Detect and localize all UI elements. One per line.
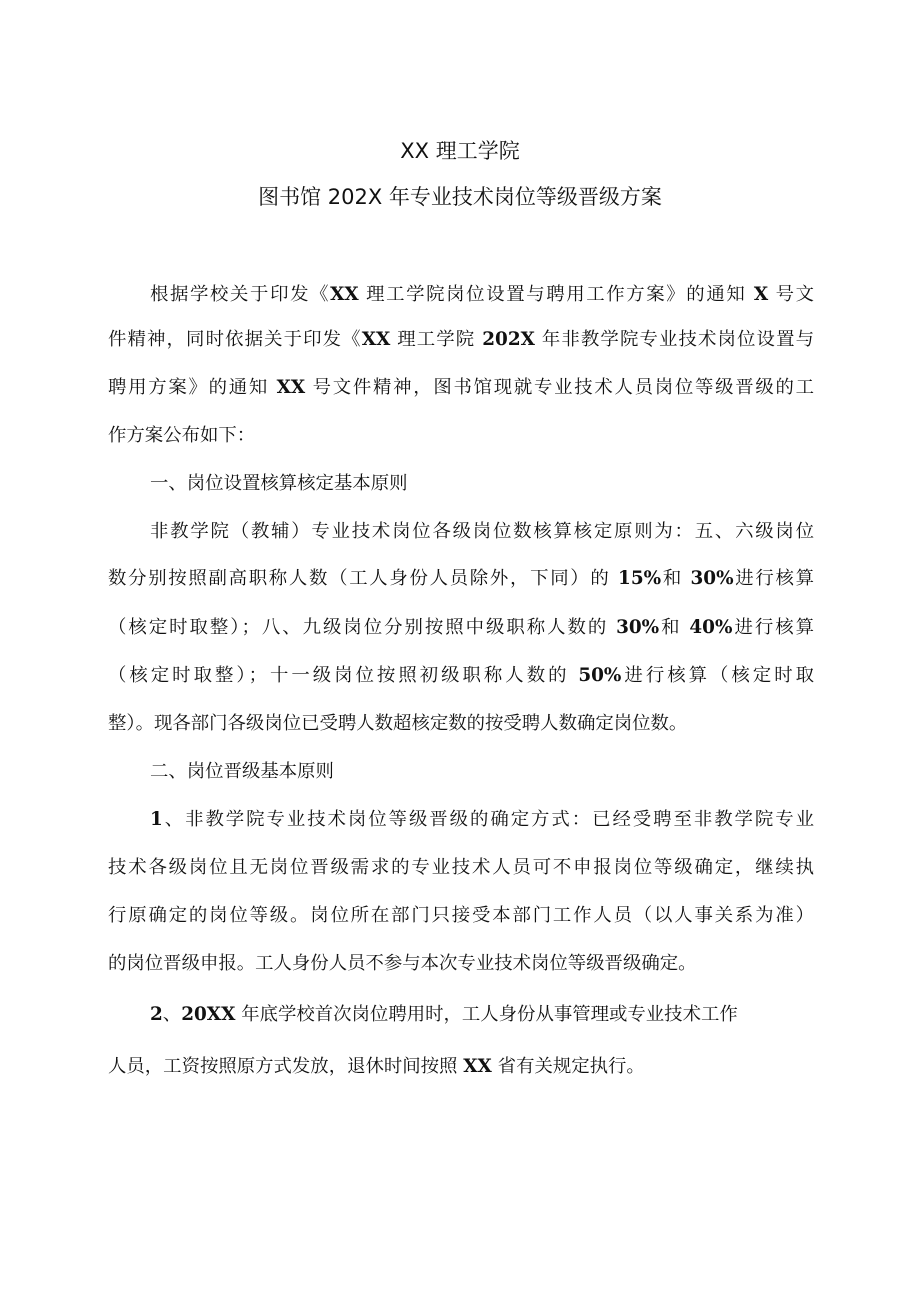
text-run: （核定时取整）；十一级岗位按照初级职称人数的 [108, 665, 579, 686]
bold-run: 40% [689, 617, 733, 638]
section1-heading: 一、岗位设置核算核定基本原则 [150, 473, 408, 494]
bold-run: 30% [690, 568, 734, 589]
text-run: 进行核算（核定时取 [621, 665, 814, 686]
bold-run: 2 [150, 1004, 163, 1025]
text-run: 、 [162, 1004, 182, 1025]
section2-item2-line1 [150, 1000, 776, 1030]
document-title-line1: XX 理工学院 [400, 139, 520, 163]
text-run: 号文件精神，图书馆现就专业技术人员岗位等级晋级的工 [305, 377, 814, 398]
bold-run: 20XX [181, 1004, 236, 1025]
text-run: 作方案公布如下： [108, 425, 256, 446]
text-run: 理工学院岗位设置与聘用工作方案》的通知 [358, 284, 754, 305]
section1-line1 [150, 517, 814, 547]
text-run: 、非教学院专业技术岗位等级晋级的确定方式：已经受聘至非教学院专业 [162, 809, 814, 830]
text-run: 的岗位晋级申报。工人身份人员不参与本次专业技术岗位等级晋级确定。 [108, 953, 697, 974]
bold-run: XX [276, 377, 306, 398]
text-run: 聘用方案》的通知 [108, 377, 277, 398]
text-run: 行原确定的岗位等级。岗位所在部门只接受本部门工作人员（以人事关系为准） [108, 905, 814, 926]
paragraph1-line2 [108, 325, 814, 355]
text-run: 技术各级岗位且无岗位晋级需求的专业技术人员可不申报岗位等级确定，继续执 [108, 857, 814, 878]
text-run: 人员，工资按照原方式发放，退休时间按照 [108, 1056, 464, 1077]
paragraph1-line1 [150, 280, 814, 310]
text-run: 年非教学院专业技术岗位设置与 [534, 329, 814, 350]
text-run: 和 [659, 617, 690, 638]
text-run: 年底学校首次岗位聘用时，工人身份从事管理或专业技术工作 [235, 1004, 738, 1025]
text-run: 进行核算 [732, 617, 814, 638]
text-run: 非教学院（教辅）专业技术岗位各级岗位数核算核定原则为：五、六级岗位 [150, 521, 814, 542]
text-run: 数分别按照副高职称人数（工人身份人员除外，下同）的 [108, 568, 619, 589]
section2-item1-line2 [108, 853, 814, 883]
document-title-line2: 图书馆 202X 年专业技术岗位等级晋级方案 [258, 185, 662, 209]
bold-run: XX [463, 1056, 492, 1077]
paragraph1-line4 [108, 421, 814, 451]
section2-item2-line2 [108, 1052, 814, 1082]
text-run: （核定时取整）；八、九级岗位分别按照中级职称人数的 [108, 617, 617, 638]
section2-item1-line4 [108, 949, 814, 979]
text-run: 整）。现各部门各级岗位已受聘人数超核定数的按受聘人数确定岗位数。 [108, 713, 688, 734]
section2-item1-line1 [150, 805, 814, 835]
bold-run: 202X [482, 329, 535, 350]
bold-run: XX [330, 284, 359, 305]
bold-run: 1 [150, 809, 163, 830]
text-run: 号文 [768, 284, 814, 305]
text-run: 根据学校关于印发《 [150, 284, 331, 305]
section2-heading: 二、岗位晋级基本原则 [150, 761, 334, 782]
text-run: 件精神，同时依据关于印发《 [108, 329, 362, 350]
bold-run: 15% [618, 568, 662, 589]
section2-item1-line3 [108, 901, 814, 931]
bold-run: 30% [616, 617, 660, 638]
section1-line2 [108, 564, 814, 594]
text-run: 理工学院 [390, 329, 483, 350]
bold-run: X [753, 284, 769, 305]
text-run: 省有关规定执行。 [491, 1056, 645, 1077]
bold-run: XX [361, 329, 391, 350]
text-run: 和 [661, 568, 691, 589]
paragraph1-line3 [108, 373, 814, 403]
section1-line3 [108, 613, 814, 643]
section1-line5 [108, 709, 814, 739]
text-run: 进行核算 [733, 568, 814, 589]
section1-line4 [108, 661, 814, 691]
bold-run: 50% [578, 665, 622, 686]
